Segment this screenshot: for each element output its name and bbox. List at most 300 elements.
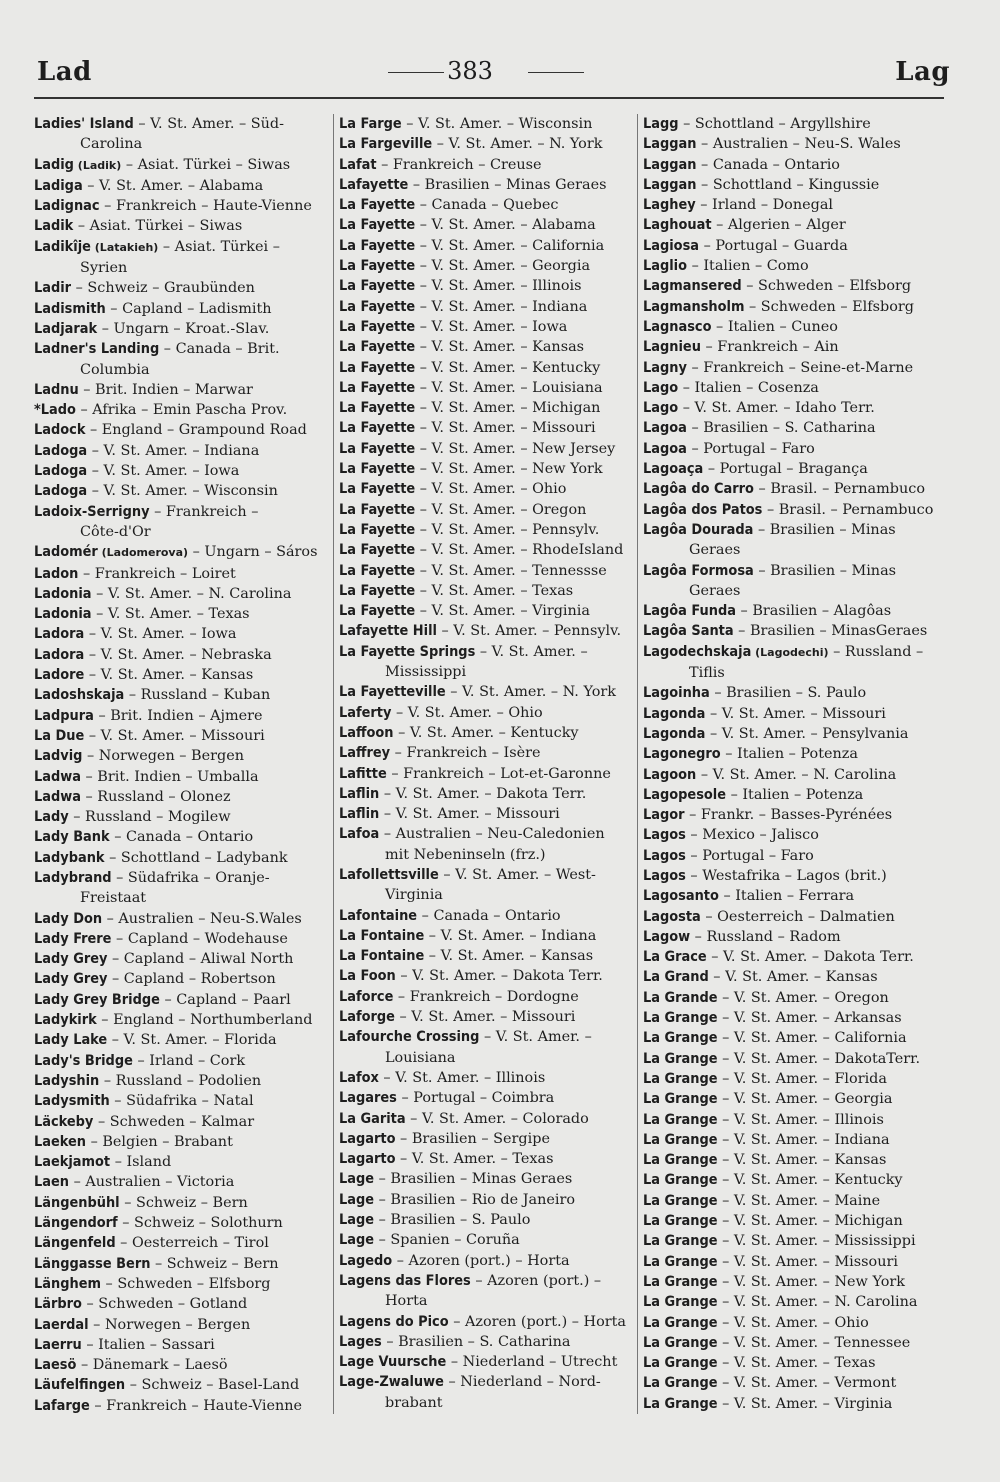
entry-location: – Russland – Kuban	[124, 687, 271, 704]
header-dash-right	[528, 72, 584, 73]
entry-headword: Ladignac	[34, 198, 100, 215]
gazetteer-entry	[643, 988, 940, 1008]
entry-location: – Brasilien – Alagôas	[735, 603, 892, 620]
gazetteer-entry	[339, 1027, 635, 1068]
entry-headword: Ladik	[34, 218, 74, 235]
gazetteer-entry	[643, 175, 940, 195]
entry-location: – Azoren (port.) –	[470, 1272, 602, 1289]
entry-headword: Lagiosa	[643, 237, 700, 254]
entry-headword: Lage Vuursche	[339, 1354, 447, 1371]
gazetteer-entry	[34, 726, 328, 746]
entry-location: – Brasilien – Minas	[753, 562, 897, 579]
entry-headword: Lage	[339, 1212, 375, 1229]
entry-location: – V. St. Amer. – N. Carolina	[91, 585, 292, 602]
entry-location: – Oesterreich – Tirol	[115, 1235, 269, 1252]
entry-headword: Lärbro	[34, 1296, 82, 1313]
entry-location: – V. St. Amer. – New York	[717, 1273, 905, 1290]
entry-location: – Asiat. Türkei –	[158, 238, 280, 255]
entry-location: – Ungarn – Kroat.-Slav.	[97, 320, 270, 337]
gazetteer-entry	[643, 1373, 940, 1393]
gazetteer-entry	[339, 1109, 635, 1129]
gazetteer-entry	[34, 1152, 328, 1172]
gazetteer-entry	[643, 1110, 940, 1130]
entry-location: – V. St. Amer. – Indiana	[415, 298, 588, 315]
page-number: 383	[447, 57, 493, 85]
gazetteer-entry	[34, 1233, 328, 1253]
entry-headword: Lago	[643, 379, 679, 396]
gazetteer-entry	[643, 1089, 940, 1109]
entry-headword: Laforge	[339, 1009, 395, 1026]
entry-location: – V. St. Amer. – Georgia	[717, 1091, 893, 1108]
entry-location: – V. St. Amer. – Arkansas	[717, 1010, 902, 1027]
gazetteer-entry	[339, 114, 635, 134]
entry-location: – V. St. Amer. – Kansas	[424, 948, 594, 965]
entry-continuation: Tiflis	[689, 665, 725, 682]
entry-headword: Lage	[339, 1171, 375, 1188]
gazetteer-entry	[643, 1130, 940, 1150]
gazetteer-entry	[339, 1149, 635, 1169]
entry-headword: Laeken	[34, 1133, 86, 1150]
gazetteer-entry	[339, 784, 635, 804]
entry-headword: *Lado	[34, 402, 76, 419]
entry-headword: Ladock	[34, 422, 86, 439]
entry-continuation: Virginia	[385, 887, 443, 904]
gazetteer-entry	[643, 337, 940, 357]
gazetteer-entry	[34, 604, 328, 624]
entry-location: – V. St. Amer. – Pennsylv.	[415, 521, 600, 538]
gazetteer-entry	[34, 645, 328, 665]
entry-headword: Ladybrand	[34, 869, 112, 886]
entry-headword: Lagmansered	[643, 278, 742, 295]
entry-location: – V. St. Amer. – Michigan	[415, 400, 601, 417]
entry-headword: La Fontaine	[339, 927, 425, 944]
entry-headword: La Grange	[643, 1213, 718, 1230]
gazetteer-entry	[34, 929, 328, 949]
entry-headword: Lagny	[643, 359, 687, 376]
gazetteer-entry	[34, 665, 328, 685]
gazetteer-entry	[34, 1355, 328, 1375]
gazetteer-entry	[339, 297, 635, 317]
gazetteer-entry	[339, 926, 635, 946]
entry-headword: Lafourche Crossing	[339, 1029, 480, 1046]
gazetteer-entry	[643, 724, 940, 744]
gazetteer-entry	[339, 479, 635, 499]
gazetteer-entry	[643, 500, 940, 520]
gazetteer-entry	[34, 1071, 328, 1091]
entry-headword: La Fayette	[339, 359, 416, 376]
entry-location: – V. St. Amer. – Florida	[107, 1032, 277, 1049]
entry-headword: La Grange	[643, 1192, 718, 1209]
entry-location: – Oesterreich – Dalmatien	[700, 908, 895, 925]
entry-location: – V. St. Amer. – Tennessse	[415, 562, 607, 579]
entry-location: – V. St. Amer. – Indiana	[87, 442, 260, 459]
gazetteer-entry	[339, 642, 635, 683]
entry-headword: Lagosanto	[643, 888, 719, 905]
entry-location: – Russland – Radom	[690, 928, 841, 945]
entry-headword: Läckeby	[34, 1113, 94, 1130]
gazetteer-entry	[643, 805, 940, 825]
entry-headword: Laforce	[339, 988, 394, 1005]
entry-headword: La Fayette	[339, 197, 416, 214]
gazetteer-entry	[643, 683, 940, 703]
gazetteer-entry	[339, 1312, 635, 1332]
entry-location: – Brit. Indien – Umballa	[80, 768, 259, 785]
gazetteer-entry	[34, 441, 328, 461]
entry-location: – Capland – Ladismith	[105, 300, 272, 317]
gazetteer-entry	[339, 236, 635, 256]
gazetteer-entry	[643, 866, 940, 886]
gazetteer-entry	[643, 1191, 940, 1211]
entry-headword: Lagnieu	[643, 339, 701, 356]
gazetteer-entry	[34, 564, 328, 584]
entry-headword: Ladoga	[34, 442, 88, 459]
entry-continuation: Geraes	[689, 582, 741, 599]
gazetteer-entry	[339, 398, 635, 418]
gazetteer-entry	[339, 743, 635, 763]
entry-headword: La Grand	[643, 969, 709, 986]
entry-headword: Laflin	[339, 785, 380, 802]
entry-location: – Brasil. – Pernambuco	[753, 481, 925, 498]
gazetteer-entry	[339, 601, 635, 621]
gazetteer-entry	[339, 520, 635, 540]
entry-headword: Lagopesole	[643, 786, 727, 803]
entry-headword: Lady Bank	[34, 829, 110, 846]
entry-location: – V. St. Amer. – Kansas	[84, 667, 254, 684]
entry-location: – V. St. Amer. – Virginia	[717, 1395, 893, 1412]
gazetteer-entry	[34, 1051, 328, 1071]
entry-headword: La Fayette	[339, 318, 416, 335]
entry-location: – V. St. Amer. – Michigan	[717, 1213, 903, 1230]
entry-location: – Frankreich – Haute-Vienne	[99, 198, 312, 215]
entry-headword: Lagares	[339, 1090, 397, 1107]
gazetteer-entry	[34, 380, 328, 400]
entry-headword: La Grange	[643, 1233, 718, 1250]
entry-headword: Lady Don	[34, 910, 103, 927]
entry-location: – Italien – Cosenza	[678, 379, 819, 396]
gazetteer-entry	[34, 868, 328, 909]
entry-location: – V. St. Amer. – Missouri	[705, 705, 886, 722]
entry-location: – V. St. Amer. – Ohio	[717, 1314, 869, 1331]
entry-location: – V. St. Amer. – Colorado	[405, 1110, 589, 1127]
gazetteer-entry	[34, 1112, 328, 1132]
gazetteer-entry	[339, 439, 635, 459]
gazetteer-entry	[643, 1333, 940, 1353]
entry-location: – Canada – Brit.	[159, 341, 280, 358]
entry-headword: La Fayette	[339, 603, 416, 620]
gazetteer-entry	[34, 848, 328, 868]
entry-location: – Canada – Ontario	[696, 156, 840, 173]
entry-headword: Lagos	[643, 847, 686, 864]
gazetteer-entry	[643, 561, 940, 602]
entry-headword: Laglio	[643, 258, 688, 275]
entry-location: – V. St. Amer. – Kansas	[717, 1152, 887, 1169]
gazetteer-entry	[339, 946, 635, 966]
gazetteer-entry	[643, 1150, 940, 1170]
page-header	[0, 55, 1000, 95]
entry-headword: Lafox	[339, 1069, 379, 1086]
entry-headword: Lagoon	[643, 766, 697, 783]
entry-headword: Lagoaça	[643, 461, 704, 478]
entry-location: – V. St. Amer. – Ohio	[415, 481, 567, 498]
entry-location: – Niederland – Nord-	[443, 1374, 601, 1391]
gazetteer-entry	[34, 114, 328, 155]
gazetteer-entry	[643, 1008, 940, 1028]
gazetteer-entry	[339, 358, 635, 378]
entry-headword: Ladoga	[34, 463, 88, 480]
entry-location: – Westafrika – Lagos (brit.)	[685, 867, 887, 884]
entry-headword: La Fayette	[339, 542, 416, 559]
gazetteer-entry	[339, 500, 635, 520]
entry-location: – England – Northumberland	[96, 1012, 313, 1029]
entry-location: – Australien – Neu-S. Wales	[696, 136, 901, 153]
gazetteer-entry	[34, 339, 328, 380]
gazetteer-entry	[339, 581, 635, 601]
entry-headword: Lagonegro	[643, 746, 721, 763]
entry-location: – Asiat. Türkei – Siwas	[121, 156, 291, 173]
entry-headword: La Farge	[339, 116, 402, 132]
entry-headword: Läufelfingen	[34, 1377, 126, 1394]
gazetteer-entry	[339, 966, 635, 986]
entry-continuation: Freistaat	[80, 890, 147, 907]
gazetteer-entry	[34, 278, 328, 298]
entry-location: – Schweden – Elfsborg	[741, 278, 912, 295]
entry-location: – Capland – Paarl	[159, 991, 291, 1008]
gazetteer-entry	[339, 378, 635, 398]
entry-location: – Frankreich – Haute-Vienne	[89, 1397, 303, 1414]
gazetteer-entry	[643, 907, 940, 927]
entry-headword: La Grange	[643, 1273, 718, 1290]
entry-headword: Lagôa Dourada	[643, 521, 754, 538]
entry-headword: Längendorf	[34, 1215, 118, 1232]
gazetteer-entry	[34, 1335, 328, 1355]
entry-location: – V. St. Amer. –	[479, 1029, 592, 1046]
entry-location: – Australien – Victoria	[69, 1174, 235, 1191]
gazetteer-entry	[643, 195, 940, 215]
entry-headword: Ladjarak	[34, 320, 98, 337]
entry-location: – Canada – Ontario	[417, 907, 561, 924]
entry-location: – Mexico – Jalisco	[685, 827, 819, 844]
gazetteer-entry	[339, 459, 635, 479]
gazetteer-entry	[34, 237, 328, 279]
gazetteer-entry	[34, 1132, 328, 1152]
entry-location: – V. St. Amer. – Iowa	[415, 318, 568, 335]
entry-location: – Portugal – Faro	[686, 440, 815, 457]
entry-headword: Lagens das Flores	[339, 1272, 471, 1289]
entry-headword: La Fargeville	[339, 136, 433, 153]
entry-location: – V. St. Amer. – California	[415, 237, 605, 254]
gazetteer-entry	[643, 134, 940, 154]
entry-headword: Lagosta	[643, 908, 701, 925]
entry-headword: Lagmansholm	[643, 298, 745, 315]
gazetteer-entry	[643, 276, 940, 296]
gazetteer-entry	[339, 1007, 635, 1027]
entry-location: – V. St. Amer. – New Jersey	[415, 440, 616, 457]
gazetteer-entry	[34, 216, 328, 236]
entry-location: – Frankreich – Seine-et-Marne	[686, 359, 914, 376]
gazetteer-entry	[34, 319, 328, 339]
gazetteer-entry	[339, 804, 635, 824]
entry-headword: Laghouat	[643, 217, 712, 234]
entry-location: – Dänemark – Laesö	[76, 1357, 228, 1374]
entry-continuation: mit Nebeninseln (frz.)	[385, 846, 546, 863]
gazetteer-entry	[34, 1274, 328, 1294]
gazetteer-entry	[34, 176, 328, 196]
entry-location: – Niederland – Utrecht	[446, 1354, 618, 1371]
gazetteer-entry	[339, 1271, 635, 1312]
entry-location: – Frankr. – Basses-Pyrénées	[684, 807, 893, 824]
gazetteer-entry	[34, 420, 328, 440]
entry-headword: Lagôa do Carro	[643, 481, 754, 498]
entry-headword: Ladonia	[34, 585, 92, 602]
entry-location: – V. St. Amer. – Nebraska	[84, 646, 272, 663]
gazetteer-entry	[339, 1190, 635, 1210]
entry-headword: La Fayette	[339, 501, 416, 518]
entry-headword: Lagonda	[643, 705, 706, 722]
entry-location: – V. St. Amer. – Virginia	[415, 603, 590, 620]
entry-headword: Lafoa	[339, 826, 380, 843]
gazetteer-entry	[643, 418, 940, 438]
entry-headword: Ladwa	[34, 768, 81, 785]
entry-headword: Lagnasco	[643, 318, 712, 335]
gazetteer-entry	[643, 297, 940, 317]
entry-location: – V. St. Amer. – Kentucky	[393, 724, 579, 741]
entry-location: – V. St. Amer. – Mississippi	[717, 1233, 916, 1250]
entry-location: – Brasilien – Sergipe	[395, 1130, 550, 1147]
entry-headword: La Fayette	[339, 400, 416, 417]
entry-location: – Algerien – Alger	[711, 217, 846, 234]
entry-location: – Irland – Donegal	[695, 197, 833, 214]
gazetteer-entry	[34, 461, 328, 481]
entry-location: – V. St. Amer. – Missouri	[394, 1009, 576, 1026]
entry-location: – Portugal – Bragança	[703, 461, 868, 478]
entry-location: – Canada – Quebec	[415, 197, 559, 214]
entry-headword: Lafayette Hill	[339, 623, 437, 640]
entry-location: – V. St. Amer. – Illinois	[717, 1111, 884, 1128]
entry-location: – Brasilien – S. Catharina	[381, 1333, 571, 1350]
entry-location: – V. St. Amer. – Georgia	[415, 258, 591, 275]
gazetteer-entry	[643, 398, 940, 418]
entry-location: – Asiat. Türkei – Siwas	[73, 218, 243, 235]
gazetteer-entry	[34, 1172, 328, 1192]
gazetteer-entry	[339, 1251, 635, 1271]
gazetteer-entry	[34, 969, 328, 989]
entry-headword: La Fayette	[339, 258, 416, 275]
gazetteer-entry	[34, 746, 328, 766]
entry-location: – V. St. Amer. – N. York	[432, 136, 603, 153]
entry-headword: La Fayette	[339, 298, 416, 315]
entry-location: – Capland – Wodehause	[111, 930, 288, 947]
entry-location: – V. St. Amer. – Pensylvania	[705, 725, 909, 742]
entry-headword: Ladora	[34, 646, 85, 663]
entry-headword: La Grange	[643, 1395, 718, 1412]
entry-headword: Lagos	[643, 867, 686, 884]
entry-alt-name: (Ladik)	[73, 158, 122, 172]
entry-headword: Lagedo	[339, 1252, 393, 1269]
entry-headword: La Grange	[643, 1172, 718, 1189]
entry-location: – Schweden – Elfsborg	[100, 1275, 271, 1292]
entry-location: – V. St. Amer. – Illinois	[378, 1069, 546, 1086]
entry-headword: Lagodechskaja	[643, 643, 752, 660]
entry-location: – Portugal – Guarda	[699, 237, 848, 254]
entry-headword: La Fayette	[339, 420, 416, 437]
entry-headword: Lady Lake	[34, 1032, 108, 1049]
entry-location: – V. St. Amer. – Florida	[717, 1070, 887, 1087]
entry-headword: Ladvig	[34, 748, 83, 765]
gazetteer-entry	[34, 685, 328, 705]
gazetteer-entry	[643, 1394, 940, 1414]
entry-location: – V. St. Amer. – Idaho Terr.	[678, 400, 875, 417]
gazetteer-entry	[339, 764, 635, 784]
gazetteer-entry	[643, 1292, 940, 1312]
entry-headword: Lafollettsville	[339, 866, 439, 883]
gazetteer-entry	[339, 175, 635, 195]
gazetteer-entry	[34, 706, 328, 726]
entry-location: – Australien – Neu-S.Wales	[102, 910, 302, 927]
entry-location: – Schottland – Kingussie	[696, 176, 880, 193]
entry-continuation: Carolina	[80, 136, 143, 153]
entry-location: – V. St. Amer. – Missouri	[415, 420, 596, 437]
gazetteer-entry	[34, 584, 328, 604]
entry-headword: La Fayette	[339, 440, 416, 457]
entry-headword: Lagow	[643, 928, 691, 945]
gazetteer-entry	[643, 114, 940, 134]
entry-location: – V. St. Amer. – Wisconsin	[87, 483, 278, 500]
entry-location: – V. St. Amer. – Alabama	[415, 217, 596, 234]
entry-headword: Lady	[34, 809, 69, 826]
entry-headword: Laferty	[339, 704, 392, 721]
entry-headword: Lagens do Pico	[339, 1313, 449, 1330]
column-divider	[333, 114, 334, 1414]
gazetteer-entry	[339, 682, 635, 702]
entry-headword: Ladikîje	[34, 238, 91, 255]
entry-location: – V. St. Amer. – Vermont	[717, 1375, 897, 1392]
entry-location: – V. St. Amer. – Louisiana	[415, 379, 603, 396]
gazetteer-entry	[339, 987, 635, 1007]
gazetteer-entry	[339, 1372, 635, 1413]
gazetteer-entry	[643, 621, 940, 641]
entry-location: – V. St. Amer. – New York	[415, 461, 603, 478]
gazetteer-entry	[34, 949, 328, 969]
entry-location: – Italien – Cuneo	[711, 318, 838, 335]
gazetteer-entry	[339, 1129, 635, 1149]
gazetteer-entry	[34, 1030, 328, 1050]
gazetteer-entry	[34, 1294, 328, 1314]
entry-location: – Brasilien – Minas	[753, 521, 896, 538]
gazetteer-entry	[643, 785, 940, 805]
entry-location: – Schweiz – Graubünden	[71, 280, 255, 297]
entry-location: – Schweden – Gotland	[81, 1296, 248, 1313]
gazetteer-entry	[643, 378, 940, 398]
entry-location: – England – Grampound Road	[85, 422, 307, 439]
entry-headword: La Grange	[643, 1050, 718, 1067]
gazetteer-entry	[339, 906, 635, 926]
entry-headword: La Grange	[643, 1070, 718, 1087]
gazetteer-entry	[339, 1169, 635, 1189]
entry-location: – Russland – Olonez	[80, 788, 231, 805]
entry-location: – Frankreich – Ain	[700, 339, 839, 356]
gazetteer-entry	[643, 846, 940, 866]
entry-headword: La Foon	[339, 968, 396, 985]
gazetteer-entry	[339, 317, 635, 337]
entry-continuation: brabant	[385, 1394, 443, 1411]
entry-headword: Lages	[339, 1333, 382, 1350]
entry-location: – Schweiz – Bern	[119, 1194, 248, 1211]
gazetteer-entry	[643, 704, 940, 724]
entry-headword: La Fayette	[339, 339, 416, 356]
gazetteer-entry	[34, 1213, 328, 1233]
entry-location: – Schweden – Elfsborg	[744, 298, 914, 315]
gazetteer-entry	[339, 134, 635, 154]
